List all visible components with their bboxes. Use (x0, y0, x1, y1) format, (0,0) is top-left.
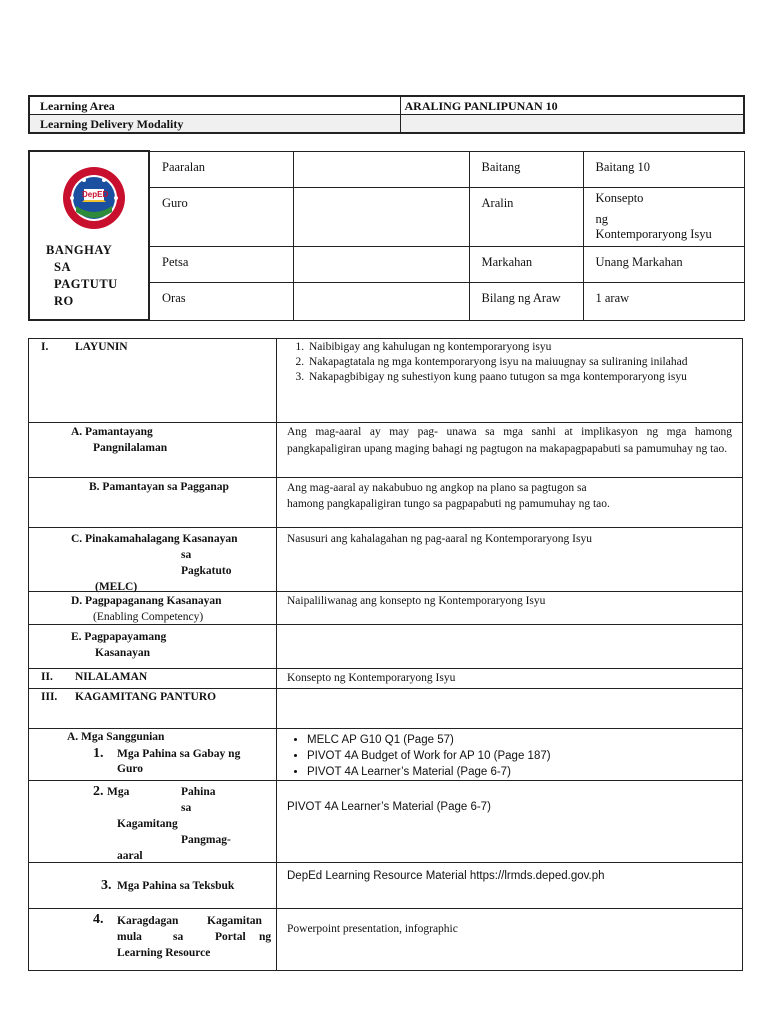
enabling-competency-label-1: D. Pagpapaganang Kasanayan (71, 595, 222, 607)
gabay-ng-guro-label-2: Guro (117, 763, 143, 775)
pamantayang-pangnilalaman-value: Ang mag-aaral ay may pag- unawa sa mga sanhi at implikasyon ng mga hamong pangkapaligiran upang maging bahagi ng pagtugon na makapagpapabuti sa pamumuhay ng tao. (277, 423, 743, 478)
karagdagan-kagamitan-label-1b: Kagamitan (207, 915, 262, 927)
pagpapayamang-kasanayan-cell (29, 625, 277, 669)
karagdagan-kagamitan-num: 4. (93, 912, 104, 927)
melc-label-3: Pagkatuto (181, 565, 232, 577)
nilalaman-label: NILALAMAN (75, 671, 148, 683)
karagdagan-kagamitan-label-2d: ng (259, 931, 272, 943)
kagamitang-pangmag-aaral-label-4: Pangmag- (181, 834, 231, 846)
kagamitang-pangmag-aaral-cell (29, 781, 277, 863)
lesson-header-table (28, 150, 745, 321)
banghay-line-3: PAGTUTU (54, 277, 118, 291)
pagpapayamang-kasanayan-value (277, 625, 743, 669)
karagdagan-kagamitan-label-3: Learning Resource (117, 947, 211, 959)
pagpapayamang-kasanayan-label-1: E. Pagpapayamang (71, 631, 167, 643)
deped-seal-icon (62, 166, 126, 230)
teksbuk-label: Mga Pahina sa Teksbuk (117, 880, 235, 892)
banghay-line-2: SA (54, 260, 71, 274)
objectives-list (287, 340, 732, 385)
enabling-competency-label-2: (Enabling Competency) (93, 611, 204, 623)
teksbuk-num: 3. (101, 878, 112, 893)
pamantayan-sa-pagganap-label: B. Pamantayan sa Pagganap (89, 481, 229, 493)
karagdagan-kagamitan-label-2b: sa (173, 931, 184, 943)
enabling-competency-value: Naipaliliwanag ang konsepto ng Kontemporaryong Isyu (277, 592, 743, 625)
pamantayan-sa-pagganap-value-line-2: hamong pangkapaligiran tungo sa pagpapabuti ng pamumuhay ng tao. (287, 498, 610, 510)
melc-label-1: C. Pinakamahalagang Kasanayan (71, 533, 238, 545)
gabay-ng-guro-item: • PIVOT 4A Budget of Work for AP 10 (Page 187) (307, 748, 732, 764)
banghay-title (46, 242, 118, 310)
melc-value: Nasusuri ang kahalagahan ng pag-aaral ng Kontemporaryong Isyu (277, 528, 743, 592)
melc-cell (29, 528, 277, 592)
kagamitang-panturo-value (277, 689, 743, 729)
objective-item: 3. Nakapagbibigay ng suhestiyon kung paano tutugon sa mga kontemporaryong isyu (307, 370, 732, 385)
logo-cell (29, 151, 149, 320)
layunin-cell (29, 339, 277, 423)
lesson-plan-table (28, 338, 743, 971)
aralin-value-line-1: Konsepto (595, 190, 644, 205)
kagamitang-pangmag-aaral-value: PIVOT 4A Learner’s Material (Page 6-7) (277, 781, 743, 863)
kagamitang-panturo-label: KAGAMITANG PANTURO (75, 691, 217, 703)
learning-area-value: ARALING PANLIPUNAN 10 (400, 96, 744, 115)
kagamitang-pangmag-aaral-label-5: aaral (117, 850, 143, 862)
pagpapayamang-kasanayan-label-2: Kasanayan (95, 647, 150, 659)
petsa-label: Petsa (149, 246, 293, 282)
baitang-label: Baitang (469, 151, 583, 187)
karagdagan-kagamitan-label-2a: mula (117, 931, 142, 943)
oras-label: Oras (149, 282, 293, 320)
gabay-ng-guro-list (277, 732, 732, 780)
kagamitang-pangmag-aaral-label-1: Mga (107, 786, 130, 798)
markahan-label: Markahan (469, 246, 583, 282)
learning-area-table (28, 95, 745, 134)
bilang-value: 1 araw (583, 282, 745, 320)
oras-value (293, 282, 469, 320)
objective-item: 2. Nakapagtatala ng mga kontemporaryong isyu na maiuugnay sa suliraning inilahad (307, 355, 732, 370)
gabay-ng-guro-value (277, 729, 743, 781)
gabay-ng-guro-item: • PIVOT 4A Learner’s Material (Page 6-7) (307, 764, 732, 780)
guro-label: Guro (149, 187, 293, 246)
enabling-competency-cell (29, 592, 277, 625)
karagdagan-kagamitan-label-2c: Portal (215, 931, 246, 943)
petsa-value (293, 246, 469, 282)
logo-text: DepED (82, 190, 109, 199)
nilalaman-num: II. (41, 671, 53, 683)
teksbuk-cell (29, 863, 277, 909)
pamantayang-pangnilalaman-label-2: Pangnilalaman (93, 442, 168, 454)
nilalaman-value: Konsepto ng Kontemporaryong Isyu (277, 669, 743, 689)
karagdagan-kagamitan-label-1a: Karagdagan (117, 915, 179, 927)
banghay-line-4: RO (54, 294, 74, 308)
kagamitang-panturo-cell (29, 689, 277, 729)
gabay-ng-guro-label-1: Mga Pahina sa Gabay ng (117, 748, 241, 760)
gabay-ng-guro-num: 1. (93, 746, 104, 761)
pamantayan-sa-pagganap-value (277, 478, 743, 528)
delivery-modality-label: Learning Delivery Modality (29, 115, 400, 134)
paaralan-label: Paaralan (149, 151, 293, 187)
sanggunian-label: A. Mga Sanggunian (67, 731, 165, 743)
nilalaman-cell (29, 669, 277, 689)
guro-value (293, 187, 469, 246)
learning-area-label: Learning Area (29, 96, 400, 115)
baitang-value: Baitang 10 (583, 151, 745, 187)
pamantayang-pangnilalaman-label-1: A. Pamantayang (71, 426, 153, 438)
markahan-value: Unang Markahan (583, 246, 745, 282)
kagamitang-pangmag-aaral-label-3: Kagamitang (117, 818, 178, 830)
karagdagan-kagamitan-value: Powerpoint presentation, infographic (277, 909, 743, 971)
banghay-line-1: BANGHAY (46, 243, 113, 257)
bilang-label: Bilang ng Araw (469, 282, 583, 320)
aralin-value-line-3: Kontemporaryong Isyu (595, 226, 712, 241)
teksbuk-value: DepEd Learning Resource Material https://lrmds.deped.gov.ph (277, 863, 743, 909)
kagamitang-pangmag-aaral-label-2: sa (181, 802, 192, 814)
paaralan-value (293, 151, 469, 187)
aralin-value (583, 187, 745, 246)
karagdagan-kagamitan-cell (29, 909, 277, 971)
kagamitang-panturo-num: III. (41, 691, 58, 703)
pamantayan-sa-pagganap-cell (29, 478, 277, 528)
layunin-num: I. (41, 341, 49, 353)
kagamitang-pangmag-aaral-num: 2. (93, 784, 104, 799)
aralin-label: Aralin (469, 187, 583, 246)
pamantayan-sa-pagganap-value-line-1: Ang mag-aaral ay nakabubuo ng angkop na plano sa pagtugon sa (287, 482, 587, 494)
layunin-value (277, 339, 743, 423)
aralin-value-line-2: ng (595, 211, 608, 226)
pamantayang-pangnilalaman-cell (29, 423, 277, 478)
gabay-ng-guro-item: • MELC AP G10 Q1 (Page 57) (307, 732, 732, 748)
gabay-ng-guro-cell (29, 729, 277, 781)
objective-item: 1. Naibibigay ang kahulugan ng kontemporaryong isyu (307, 340, 732, 355)
delivery-modality-value (400, 115, 744, 134)
melc-label-4: (MELC) (95, 581, 138, 593)
layunin-label: LAYUNIN (75, 341, 128, 353)
kagamitang-pangmag-aaral-label-1b: Pahina (181, 786, 216, 798)
melc-label-2: sa (181, 549, 192, 561)
